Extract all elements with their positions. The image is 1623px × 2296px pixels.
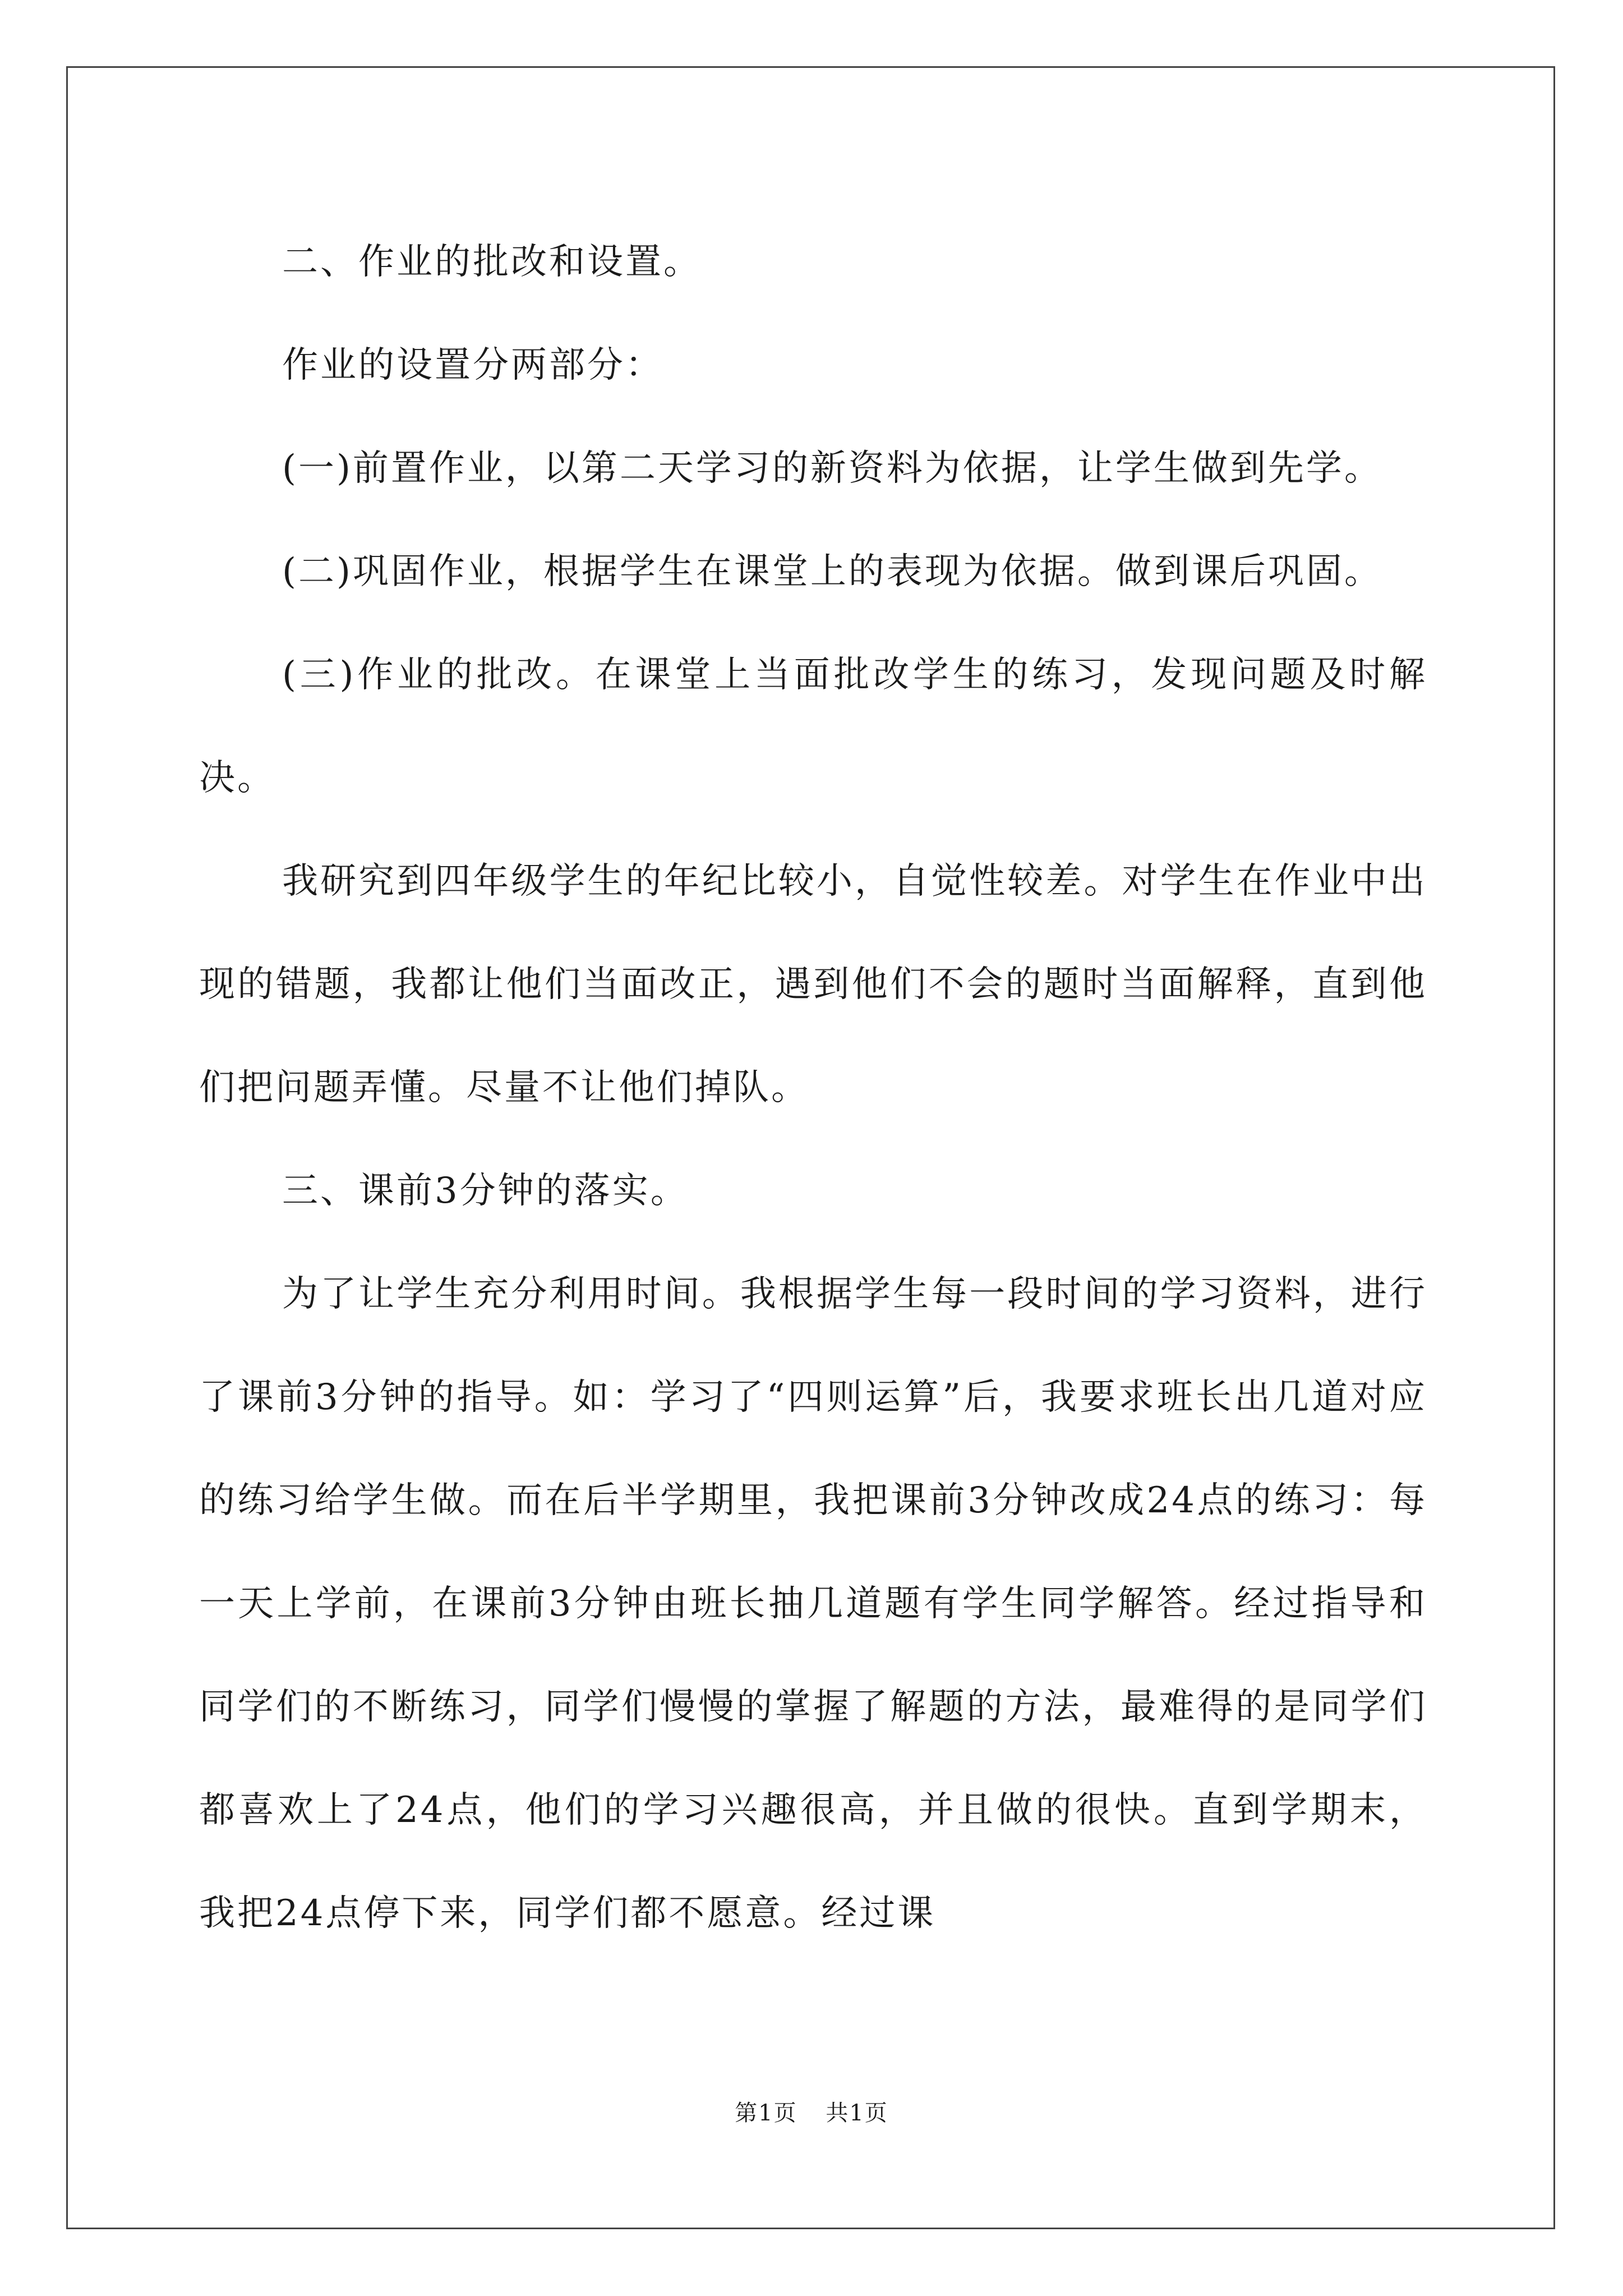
paragraph: (三)作业的批改。在课堂上当面批改学生的练习，发现问题及时解决。 xyxy=(199,654,1427,799)
paragraph: (一)前置作业，以第二天学习的新资料为依据，让学生做到先学。 xyxy=(282,448,1382,489)
paragraph: 二、作业的批改和设置。 xyxy=(282,241,702,283)
paragraph: 为了让学生充分利用时间。我根据学生每一段时间的学习资料，进行了课前3分钟的指导。如：学习了“四则运算”后，我要求班长出几道对应的练习给学生做。而在后半学期里，我把课前3分钟改成24点的练习：每一天上学前，在课前3分钟由班长抽几道题有学生同学解答。经过指导和同学们的不断练习，同学们慢慢的掌握了解题的方法，最难得的是同学们都喜欢上了24点，他们的学习兴趣很高，并且做的很快。直到学期末，我把24点停下来，同学们都不愿意。经过课 xyxy=(199,1273,1427,1934)
page-number: 第1页 xyxy=(735,2100,797,2126)
page-footer xyxy=(0,2099,1623,2127)
page-total: 共1页 xyxy=(826,2100,888,2126)
document-body xyxy=(199,210,1427,1965)
paragraph: 我研究到四年级学生的年纪比较小，自觉性较差。对学生在作业中出现的错题，我都让他们当面改正，遇到他们不会的题时当面解释，直到他们把问题弄懂。尽量不让他们掉队。 xyxy=(199,861,1427,1108)
paragraph: (二)巩固作业，根据学生在课堂上的表现为依据。做到课后巩固。 xyxy=(282,551,1382,592)
paragraph: 三、课前3分钟的落实。 xyxy=(282,1170,689,1212)
paragraph: 作业的设置分两部分： xyxy=(282,344,663,386)
